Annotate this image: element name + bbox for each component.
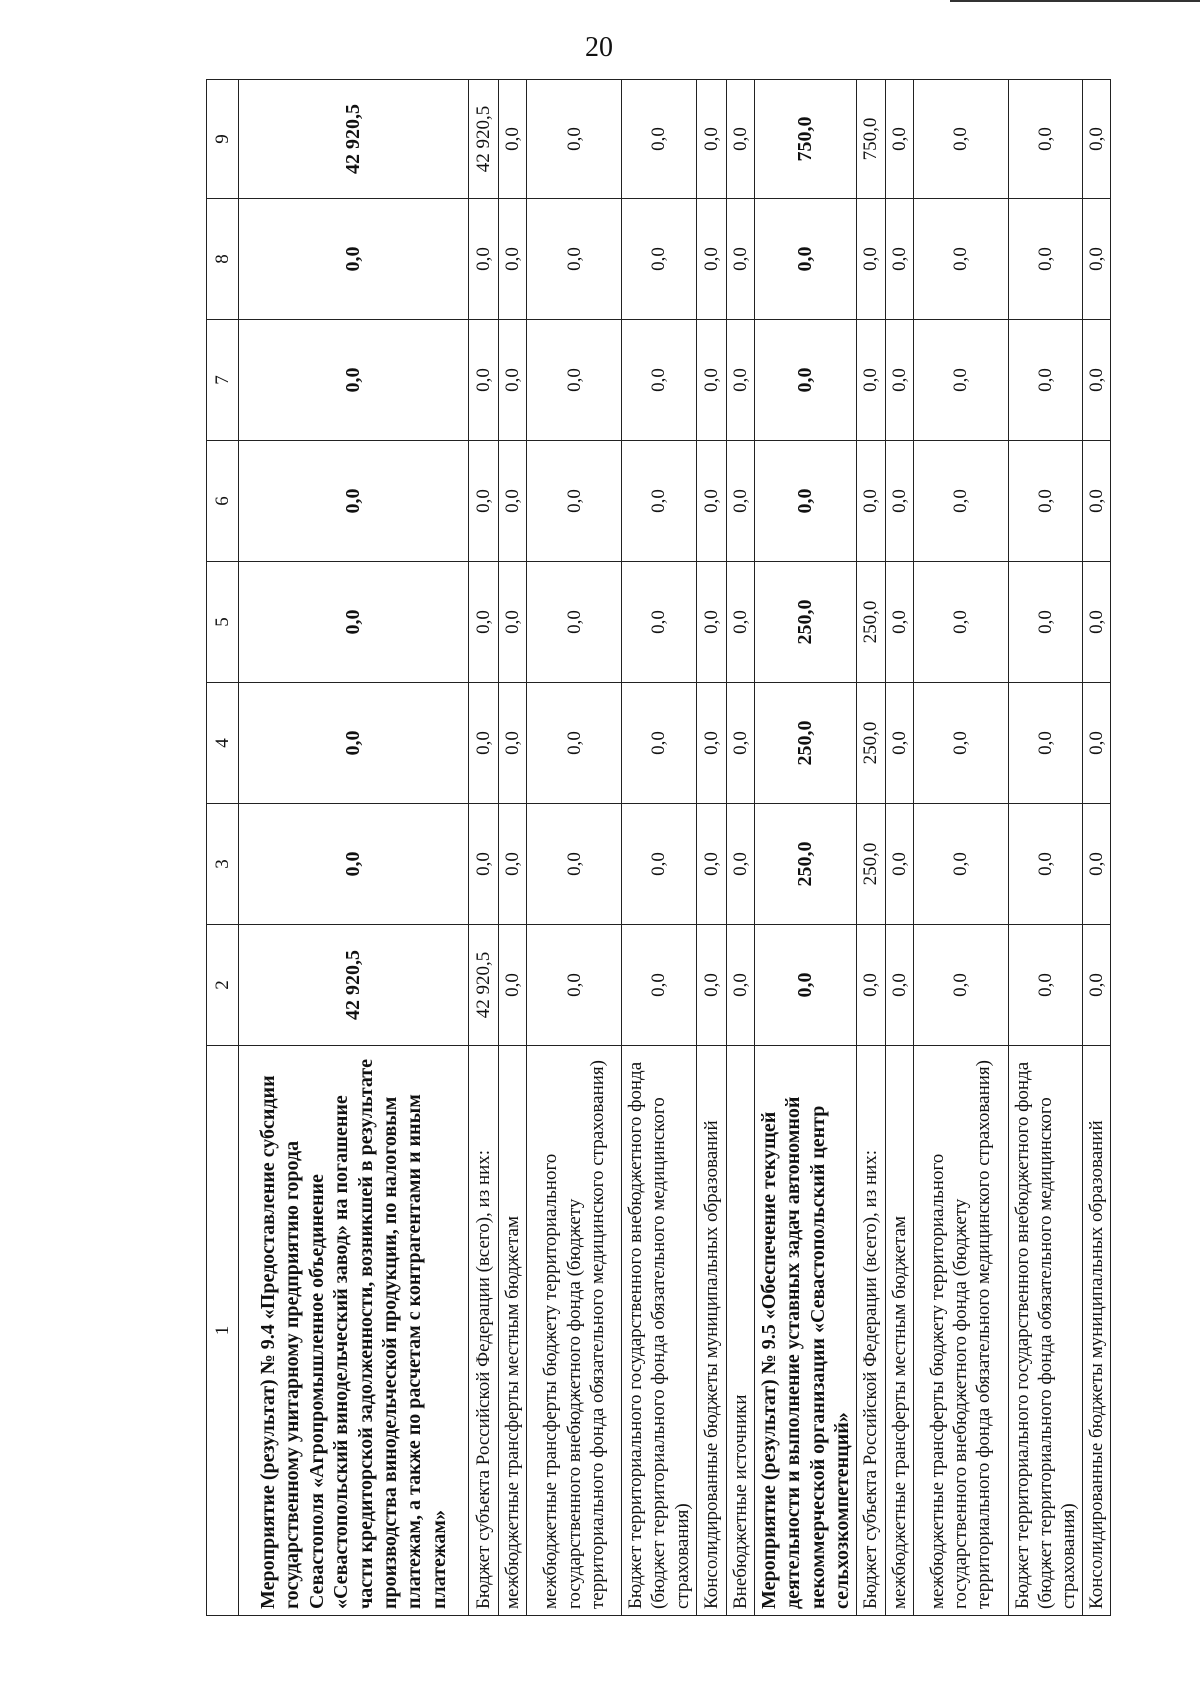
value-cell: 0,0 [527,80,622,199]
table-row [499,80,527,1616]
value-cell: 42 920,5 [239,925,469,1046]
table-row [622,80,697,1616]
value-cell: 0,0 [726,562,754,683]
value-cell: 0,0 [239,562,469,683]
value-cell: 0,0 [754,925,857,1046]
value-cell: 0,0 [527,441,622,562]
value-cell: 0,0 [726,925,754,1046]
value-cell: 250,0 [754,562,857,683]
value-cell: 0,0 [499,80,527,199]
table-row [885,80,913,1616]
value-cell: 0,0 [527,804,622,925]
value-cell: 0,0 [1083,441,1111,562]
value-cell: 0,0 [1083,199,1111,320]
table-body [239,80,1111,1616]
value-cell: 0,0 [696,80,726,199]
value-cell: 0,0 [622,441,697,562]
value-cell: 0,0 [726,683,754,804]
value-cell: 0,0 [885,562,913,683]
value-cell: 250,0 [754,804,857,925]
value-cell: 0,0 [885,683,913,804]
value-cell: 0,0 [696,441,726,562]
row-label: Бюджет территориального государственного внебюджетного фонда (бюджет территориального фонда обязательного медицинского страхования) [1008,1046,1083,1616]
value-cell: 0,0 [622,925,697,1046]
value-cell: 0,0 [527,320,622,441]
column-header: 3 [207,804,239,925]
value-cell: 0,0 [696,683,726,804]
value-cell: 750,0 [754,80,857,199]
table-row [857,80,885,1616]
header-row [207,80,239,1616]
value-cell: 0,0 [696,925,726,1046]
value-cell: 0,0 [913,441,1008,562]
value-cell: 0,0 [913,925,1008,1046]
column-header: 7 [207,320,239,441]
row-label: Консолидированные бюджеты муниципальных образований [1083,1046,1111,1616]
value-cell: 0,0 [622,320,697,441]
row-label: межбюджетные трансферты местным бюджетам [885,1046,913,1616]
row-label: Внебюджетные источники [726,1046,754,1616]
value-cell: 250,0 [857,683,885,804]
value-cell: 0,0 [1008,804,1083,925]
value-cell: 0,0 [726,804,754,925]
table-row [726,80,754,1616]
value-cell: 0,0 [1083,804,1111,925]
row-label: межбюджетные трансферты местным бюджетам [499,1046,527,1616]
value-cell: 0,0 [726,320,754,441]
value-cell: 0,0 [469,320,499,441]
value-cell: 0,0 [499,199,527,320]
value-cell: 0,0 [913,562,1008,683]
table-row [1083,80,1111,1616]
row-label: Бюджет субъекта Российской Федерации (всего), из них: [857,1046,885,1616]
column-header: 9 [207,80,239,199]
value-cell: 0,0 [1083,925,1111,1046]
value-cell: 0,0 [754,320,857,441]
value-cell: 0,0 [527,925,622,1046]
budget-table [206,79,1111,1616]
rotated-table-container [206,80,1108,1616]
value-cell: 0,0 [239,804,469,925]
value-cell: 0,0 [239,320,469,441]
table-row [239,80,469,1616]
value-cell: 0,0 [1008,80,1083,199]
column-header: 2 [207,925,239,1046]
value-cell: 0,0 [1008,925,1083,1046]
row-label: Бюджет территориального государственного внебюджетного фонда (бюджет территориального фонда обязательного медицинского страхования) [622,1046,697,1616]
value-cell: 0,0 [499,683,527,804]
row-label: межбюджетные трансферты бюджету территориального государственного внебюджетного фонда (бюджету территориального фонда обязательного медицинского страхования) [527,1046,622,1616]
value-cell: 0,0 [754,441,857,562]
value-cell: 42 920,5 [469,925,499,1046]
value-cell: 0,0 [622,562,697,683]
value-cell: 0,0 [913,683,1008,804]
table-row [527,80,622,1616]
value-cell: 0,0 [696,562,726,683]
value-cell: 0,0 [499,925,527,1046]
value-cell: 250,0 [857,804,885,925]
value-cell: 0,0 [499,562,527,683]
value-cell: 0,0 [239,683,469,804]
value-cell: 0,0 [469,199,499,320]
value-cell: 0,0 [885,80,913,199]
value-cell: 0,0 [857,199,885,320]
value-cell: 0,0 [469,683,499,804]
table-row [754,80,857,1616]
value-cell: 0,0 [696,199,726,320]
value-cell: 0,0 [1083,320,1111,441]
value-cell: 0,0 [499,320,527,441]
column-header: 8 [207,199,239,320]
value-cell: 0,0 [622,683,697,804]
value-cell: 0,0 [622,199,697,320]
value-cell: 0,0 [1008,683,1083,804]
value-cell: 0,0 [696,804,726,925]
value-cell: 0,0 [913,804,1008,925]
value-cell: 0,0 [499,804,527,925]
value-cell: 0,0 [622,804,697,925]
value-cell: 0,0 [1083,683,1111,804]
table-row [469,80,499,1616]
value-cell: 0,0 [1083,80,1111,199]
value-cell: 0,0 [1008,562,1083,683]
value-cell: 0,0 [726,199,754,320]
value-cell: 0,0 [527,199,622,320]
value-cell: 0,0 [1008,320,1083,441]
value-cell: 0,0 [857,320,885,441]
value-cell: 0,0 [754,199,857,320]
value-cell: 750,0 [857,80,885,199]
value-cell: 0,0 [913,320,1008,441]
value-cell: 0,0 [499,441,527,562]
value-cell: 0,0 [885,804,913,925]
value-cell: 0,0 [885,925,913,1046]
value-cell: 42 920,5 [239,80,469,199]
value-cell: 0,0 [469,804,499,925]
value-cell: 0,0 [885,199,913,320]
row-label: Бюджет субъекта Российской Федерации (всего), из них: [469,1046,499,1616]
table-row [1008,80,1083,1616]
value-cell: 0,0 [913,80,1008,199]
value-cell: 0,0 [527,562,622,683]
column-header: 1 [207,1046,239,1616]
value-cell: 0,0 [726,441,754,562]
value-cell: 250,0 [857,562,885,683]
row-label: межбюджетные трансферты бюджету территориального государственного внебюджетного фонда (бюджету территориального фонда обязательного медицинского страхования) [913,1046,1008,1616]
row-label: Мероприятие (результат) № 9.4 «Предоставление субсидии государственному унитарному предприятию города Севастополя «Агропромышленное объединение «Севастопольский винодельческий завод» на погашение части кредиторской задолженности, возникшей в результате производства винодельческой продукции, по налоговым платежам, а также по расчетам с контрагентами и иным платежам» [239,1046,469,1616]
value-cell: 0,0 [622,80,697,199]
value-cell: 0,0 [239,441,469,562]
table-row [913,80,1008,1616]
value-cell: 0,0 [726,80,754,199]
value-cell: 250,0 [754,683,857,804]
page-number: 20 [585,32,613,63]
value-cell: 0,0 [469,441,499,562]
value-cell: 0,0 [857,925,885,1046]
value-cell: 0,0 [913,199,1008,320]
row-label: Консолидированные бюджеты муниципальных образований [696,1046,726,1616]
top-rule [950,0,1200,2]
row-label: Мероприятие (результат) № 9.5 «Обеспечение текущей деятельности и выполнение уставных задач автономной некоммерческой организации «Севастопольский центр сельхозкомпетенций» [754,1046,857,1616]
table-row [696,80,726,1616]
value-cell: 0,0 [1083,562,1111,683]
value-cell: 0,0 [696,320,726,441]
column-header: 4 [207,683,239,804]
column-header: 6 [207,441,239,562]
value-cell: 0,0 [527,683,622,804]
value-cell: 0,0 [239,199,469,320]
value-cell: 0,0 [1008,199,1083,320]
value-cell: 0,0 [469,562,499,683]
column-header: 5 [207,562,239,683]
value-cell: 0,0 [885,441,913,562]
value-cell: 0,0 [885,320,913,441]
value-cell: 0,0 [857,441,885,562]
value-cell: 42 920,5 [469,80,499,199]
value-cell: 0,0 [1008,441,1083,562]
